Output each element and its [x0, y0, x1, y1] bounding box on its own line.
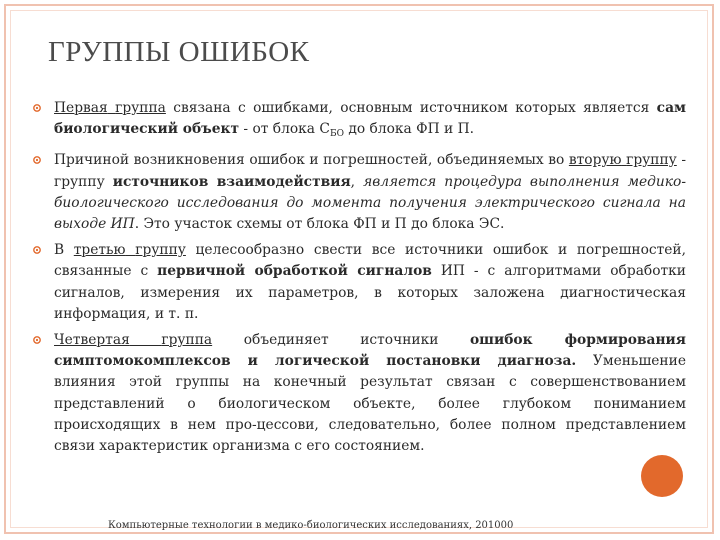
text-span: Уменьшение влияния этой группы на конечный результат связан с совершенствованием представлений о биологическом объекте, более глубоком пониманием происходящих в нем про-цессови, следовательно, более полном представлением связи характеристик организма с его состоянием.	[54, 353, 686, 455]
text-span: Причиной возникновения ошибок и погрешностей, объединяемых во	[54, 152, 569, 169]
text-span: связана с ошибками, основным источником которых является	[165, 100, 657, 116]
underlined-word: группу	[626, 152, 677, 169]
bullet-item-4	[30, 330, 686, 457]
text-span: до блока ФП и П.	[343, 121, 475, 138]
underlined-word: Первая	[54, 100, 108, 116]
bold-phrase: ошибок формирования симптомокомплексов и логической постановки диагноза.	[54, 332, 686, 370]
subscript: БО	[329, 129, 344, 140]
underlined-space	[126, 242, 136, 258]
text-span: . Это участок схемы от блока ФП и П до блока ЭС.	[134, 216, 505, 233]
underlined-word: Четвертая	[54, 332, 130, 349]
slide-footer: Компьютерные технологии в медико-биологических исследованиях, 201000	[108, 520, 514, 531]
bold-phrase: источников взаимодействия	[112, 173, 351, 190]
bold-phrase: сам биологический объект	[54, 100, 686, 138]
accent-circle	[641, 455, 683, 497]
text-span: - группу	[54, 152, 687, 190]
underlined-word: группа	[115, 100, 166, 116]
underlined-word: группу	[135, 242, 186, 259]
text-span: объединяет источники	[212, 332, 470, 349]
bullet-item-3	[30, 240, 686, 325]
text-span: ИП - с алгоритмами обработки сигналов, измерения их параметров, в которых заложена диагностическая информация, и т. п.	[54, 263, 686, 322]
text-span: - от блока С	[239, 121, 330, 138]
underlined-word: третью	[73, 242, 126, 259]
italic-phrase: является процедура выполнения медико-биологического исследования до момента получения электрического сигнала на выходе ИП	[54, 173, 687, 233]
bullet-list	[30, 98, 686, 462]
slide-title: ГРУППЫ ОШИБОК	[48, 36, 310, 68]
sun-bullet-icon	[32, 155, 42, 165]
underlined-space	[108, 100, 115, 116]
bullet-item-1	[30, 98, 686, 145]
underlined-word: группа	[161, 332, 213, 349]
text-span: ,	[350, 173, 364, 190]
bold-phrase: первичной обработкой сигналов	[157, 263, 432, 280]
sun-bullet-icon	[32, 245, 42, 255]
text-span: В	[54, 242, 74, 259]
underlined-space	[130, 332, 162, 348]
text-span: целесообразно свести все источники ошибок и погрешностей, связанные с	[54, 242, 687, 280]
sun-bullet-icon	[32, 335, 42, 345]
underlined-word: вторую	[568, 152, 622, 169]
sun-bullet-icon	[32, 103, 42, 113]
bullet-item-2	[30, 150, 686, 235]
